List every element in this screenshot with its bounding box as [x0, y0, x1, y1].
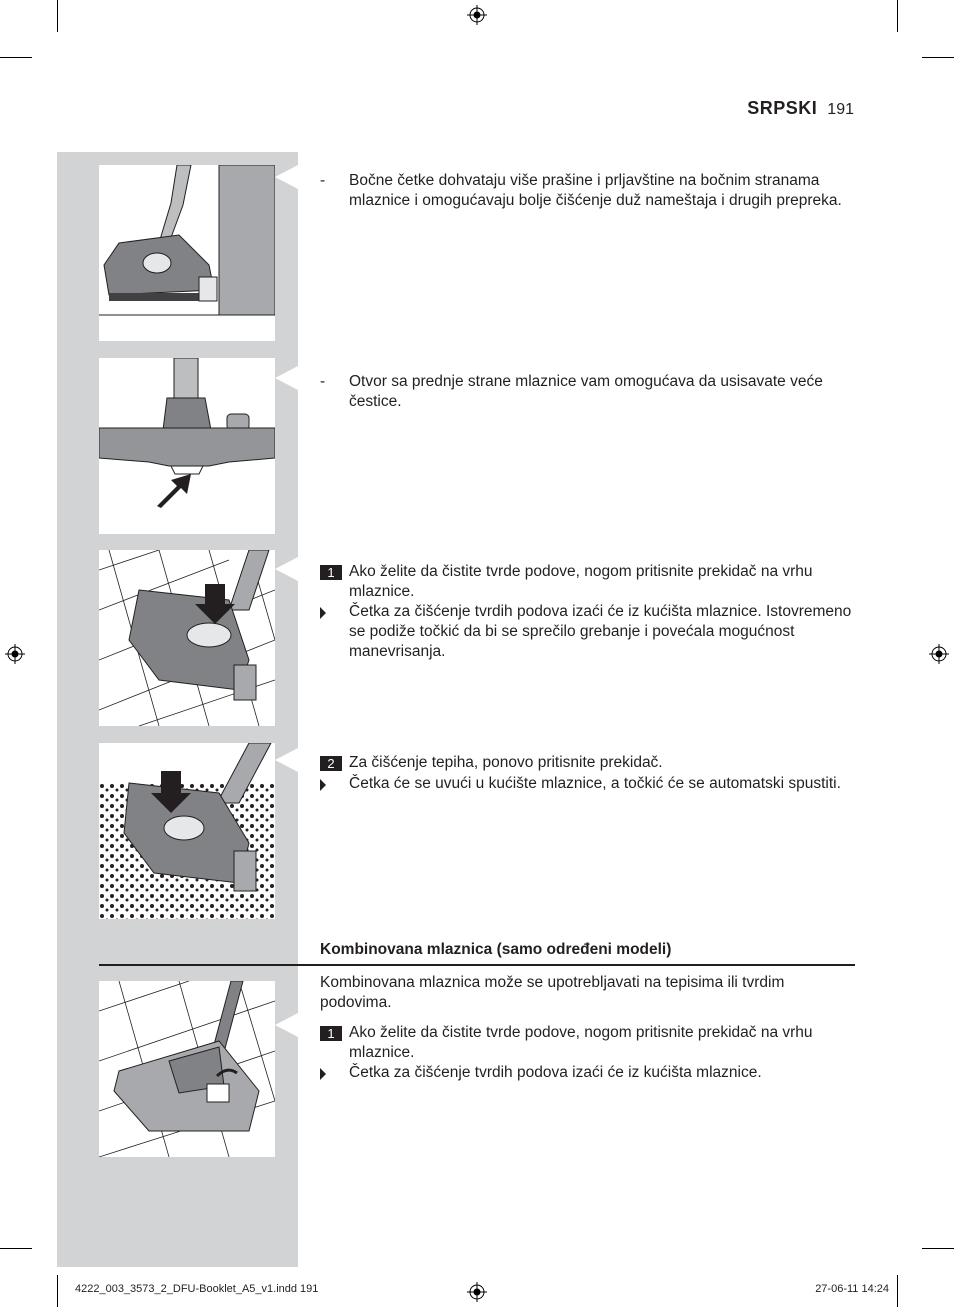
crop-mark	[57, 1275, 58, 1307]
list-item-text: Otvor sa prednje strane mlaznice vam omogućava da usisavate veće čestice.	[349, 373, 823, 410]
dash-bullet: -	[320, 373, 326, 390]
footer-file-info: 4222_003_3573_2_DFU-Booklet_A5_v1.indd 191	[75, 1283, 319, 1295]
footer-datetime: 27-06-11 14:24	[815, 1283, 889, 1295]
step-number-badge: 1	[320, 1026, 342, 1041]
step-number-badge: 2	[320, 756, 342, 771]
result-item	[320, 774, 855, 797]
illustration-side-brushes	[99, 165, 275, 341]
step-number-badge: 1	[320, 565, 342, 580]
page-header	[747, 98, 854, 119]
side-brushes-text	[320, 171, 855, 211]
illustration-carpet-mode	[99, 743, 275, 919]
heading-rule	[99, 964, 855, 966]
section-heading: Kombinovana mlaznica (samo određeni modeli)	[320, 941, 672, 958]
illustration-hard-floor-switch	[99, 550, 275, 726]
step-item	[320, 1023, 855, 1063]
result-text: Četka za čišćenje tvrdih podova izaći će iz kućišta mlaznice. Istovremeno se podiže točkić da bi se sprečilo grebanje i povećala mogućnost manevrisanja.	[349, 603, 852, 660]
crop-mark	[922, 1248, 954, 1249]
carpet-steps	[320, 753, 855, 797]
result-arrow-icon	[320, 779, 326, 791]
crop-mark	[922, 57, 954, 58]
list-item	[320, 171, 855, 211]
crop-mark	[897, 0, 898, 32]
step-text: Ako želite da čistite tvrde podove, nogom pritisnite prekidač na vrhu mlaznice.	[349, 1024, 813, 1061]
combo-nozzle-text	[320, 973, 855, 1086]
front-opening-text	[320, 372, 855, 412]
registration-mark-icon	[467, 1282, 487, 1302]
crop-mark	[0, 1248, 32, 1249]
dash-bullet: -	[320, 172, 326, 189]
step-item	[320, 753, 855, 774]
language-label: SRPSKI	[747, 98, 818, 118]
list-item-text: Bočne četke dohvataju više prašine i prljavštine na bočnim stranama mlaznice i omogućavaju bolje čišćenje duž nameštaja i drugih prepreka.	[349, 172, 842, 209]
result-arrow-icon	[320, 607, 326, 619]
result-item	[320, 602, 855, 662]
result-text: Četka za čišćenje tvrdih podova izaći će iz kućišta mlaznice.	[349, 1064, 762, 1081]
crop-mark	[897, 1275, 898, 1307]
section-intro: Kombinovana mlaznica može se upotrebljavati na tepisima ili tvrdim podovima.	[320, 974, 785, 1011]
illustration-front-opening	[99, 358, 275, 534]
step-text: Ako želite da čistite tvrde podove, nogom pritisnite prekidač na vrhu mlaznice.	[349, 563, 813, 600]
crop-mark	[57, 0, 58, 32]
result-arrow-icon	[320, 1068, 326, 1080]
step-item	[320, 562, 855, 602]
list-item	[320, 372, 855, 412]
page-number: 191	[827, 101, 854, 118]
registration-mark-icon	[929, 644, 949, 664]
crop-mark	[0, 57, 32, 58]
result-item	[320, 1063, 855, 1086]
pointer-notch	[275, 557, 298, 581]
registration-mark-icon	[5, 644, 25, 664]
registration-mark-icon	[467, 5, 487, 25]
illustration-combination-nozzle	[99, 981, 275, 1157]
pointer-notch	[275, 1013, 298, 1037]
pointer-notch	[275, 748, 298, 772]
step-text: Za čišćenje tepiha, ponovo pritisnite prekidač.	[349, 754, 663, 771]
hard-floor-steps	[320, 562, 855, 662]
result-text: Četka će se uvući u kućište mlaznice, a točkić će se automatski spustiti.	[349, 775, 841, 792]
pointer-notch	[275, 165, 298, 189]
pointer-notch	[275, 366, 298, 390]
